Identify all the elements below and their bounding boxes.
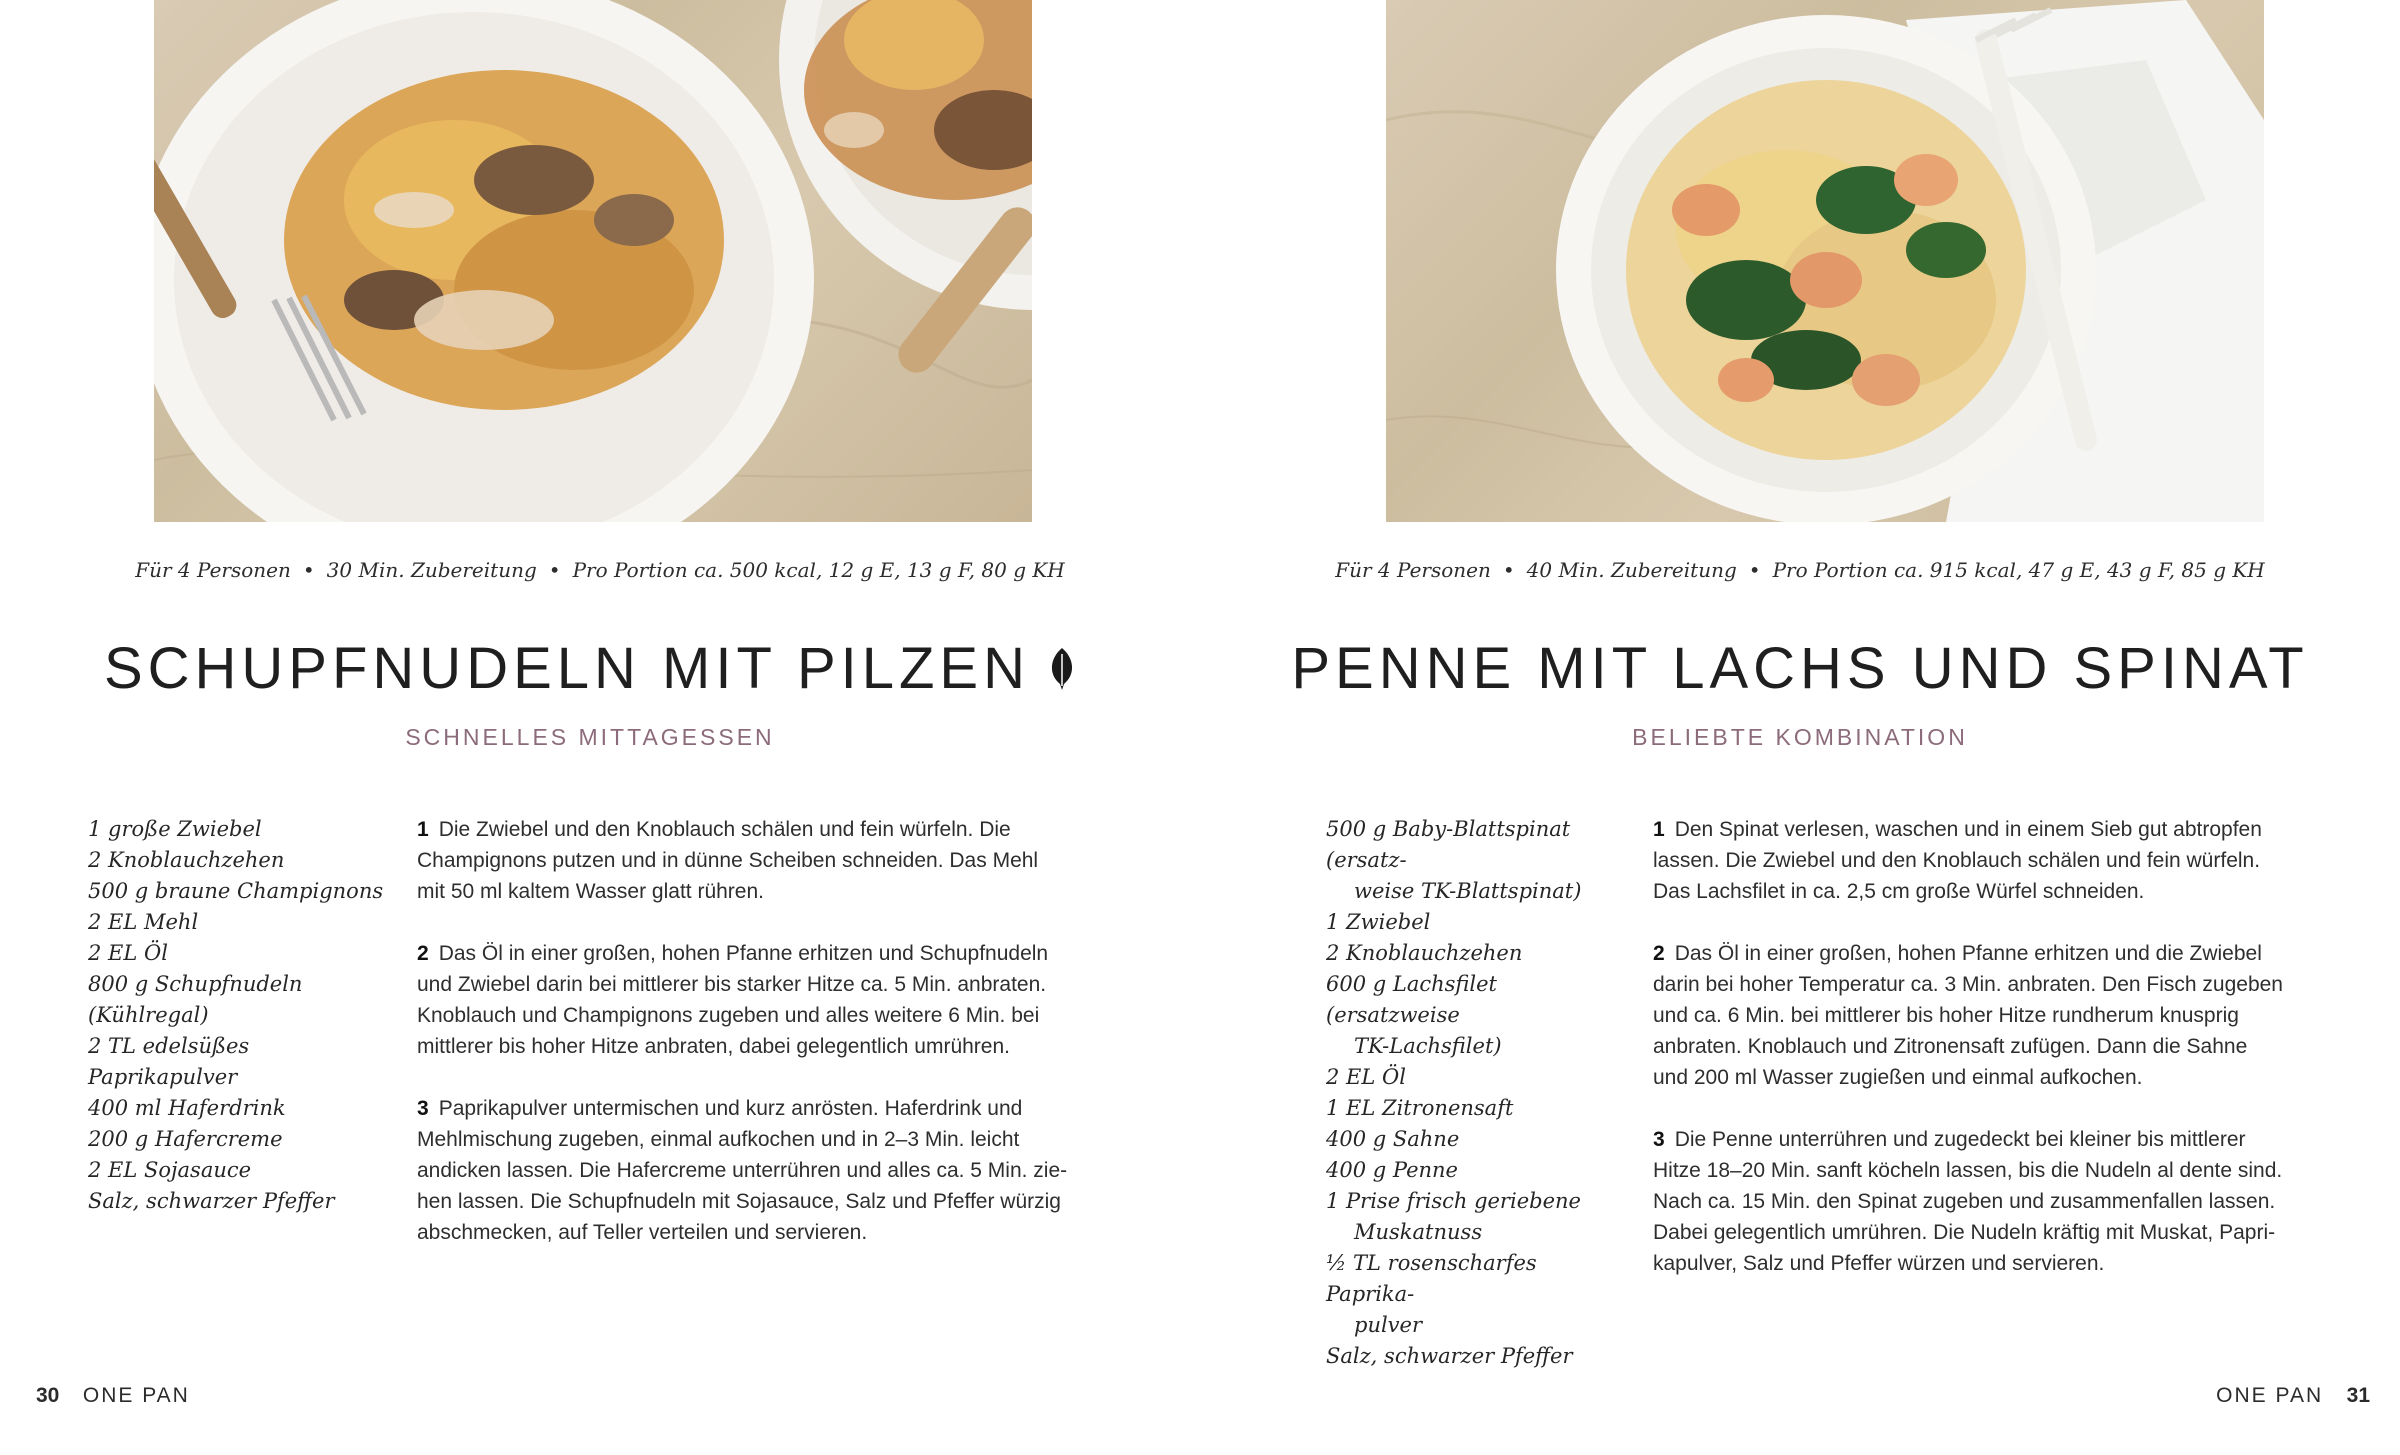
servings: Für 4 Personen	[1335, 558, 1491, 582]
step-text: anbraten. Knoblauch und Zitronensaft zufügen. Dann die Sahne	[1653, 1035, 2248, 1058]
right-page	[1200, 0, 2400, 1455]
step-text: hen lassen. Die Schupfnudeln mit Sojasauce, Salz und Pfeffer würzig	[417, 1190, 1061, 1213]
step-text: mit 50 ml kaltem Wasser glatt rühren.	[417, 880, 764, 903]
nutrition: Pro Portion ca. 500 kcal, 12 g E, 13 g F, 80 g KH	[572, 558, 1065, 582]
step-text: kapulver, Salz und Pfeffer würzen und servieren.	[1653, 1252, 2105, 1275]
step-text: Mehlmischung zugeben, einmal aufkochen und in 2–3 Min. leicht	[417, 1128, 1020, 1151]
step-text: abschmecken, auf Teller verteilen und servieren.	[417, 1221, 868, 1244]
step-number: 3	[1653, 1128, 1665, 1151]
step-2	[1653, 938, 2318, 1093]
servings: Für 4 Personen	[135, 558, 291, 582]
step-text: Knoblauch und Champignons zugeben und alles weitere 6 Min. bei	[417, 1004, 1040, 1027]
recipe-title	[0, 635, 1190, 706]
step-text: Paprikapulver untermischen und kurz anrösten. Haferdrink und	[438, 1097, 1023, 1120]
recipe-subtitle: SCHNELLES MITTAGESSEN	[405, 724, 775, 750]
step-2	[417, 938, 1107, 1062]
ingredient-item: 500 g Baby-Blattspinat (ersatz-	[1326, 817, 1571, 872]
ingredient-item: 400 g Penne	[1326, 1158, 1458, 1182]
step-text: Das Öl in einer großen, hohen Pfanne erhitzen und die Zwiebel	[1674, 942, 2262, 965]
recipe-meta	[0, 558, 1200, 582]
ingredient-item: 400 ml Haferdrink	[88, 1096, 286, 1120]
step-1	[1653, 814, 2318, 907]
ingredient-item: 200 g Hafercreme	[88, 1127, 283, 1151]
step-text: lassen. Die Zwiebel und den Knoblauch schälen und fein würfeln.	[1653, 849, 2261, 872]
instruction-steps	[1653, 814, 2318, 1310]
step-number: 2	[1653, 942, 1665, 965]
step-number: 1	[1653, 818, 1665, 841]
page-number: 31	[2346, 1384, 2370, 1407]
separator-dot: •	[548, 558, 561, 582]
step-text: Die Penne unterrühren und zugedeckt bei kleiner bis mittlerer	[1674, 1128, 2246, 1151]
step-text: und ca. 6 Min. bei mittlerer bis hoher Hitze rundherum knusprig	[1653, 1004, 2239, 1027]
ingredient-item: weise TK-Blattspinat)	[1354, 879, 1582, 903]
ingredient-item: Muskatnuss	[1354, 1220, 1483, 1244]
ingredient-list	[1326, 814, 1626, 1372]
step-text: Nach ca. 15 Min. den Spinat zugeben und zusammenfallen lassen.	[1653, 1190, 2276, 1213]
ingredient-item: 2 TL edelsüßes Paprikapulver	[88, 1034, 250, 1089]
ingredient-item: 2 EL Mehl	[88, 910, 199, 934]
recipe-meta	[1200, 558, 2400, 582]
book-title: ONE PAN	[82, 1384, 190, 1407]
step-text: Den Spinat verlesen, waschen und in einem Sieb gut abtropfen	[1674, 818, 2262, 841]
separator-dot: •	[302, 558, 315, 582]
page-number: 30	[36, 1384, 60, 1407]
step-text: andicken lassen. Die Hafercreme unterrühren und alles ca. 5 Min. zie-	[417, 1159, 1068, 1182]
leaf-icon	[1048, 639, 1076, 706]
page-footer	[36, 1384, 190, 1408]
dish-illustration	[1386, 0, 2264, 522]
ingredient-item: 800 g Schupfnudeln (Kühlregal)	[88, 972, 303, 1027]
ingredient-item: 1 EL Zitronensaft	[1326, 1096, 1514, 1120]
recipe-photo-penne	[1386, 0, 2264, 522]
ingredient-item: Salz, schwarzer Pfeffer	[1326, 1344, 1573, 1368]
ingredient-item: 2 EL Öl	[88, 941, 168, 965]
ingredient-item: 2 Knoblauchzehen	[88, 848, 285, 872]
ingredient-item: 500 g braune Champignons	[88, 879, 384, 903]
step-text: mittlerer bis hoher Hitze anbraten, dabei gelegentlich umrühren.	[417, 1035, 1010, 1058]
step-3	[417, 1093, 1107, 1248]
prep-time: 40 Min. Zubereitung	[1526, 558, 1737, 582]
recipe-title: PENNE MIT LACHS UND SPINAT	[1291, 636, 2309, 701]
ingredient-list	[88, 814, 398, 1217]
dish-illustration	[154, 0, 1032, 522]
step-text: Dabei gelegentlich umrühren. Die Nudeln kräftig mit Muskat, Papri-	[1653, 1221, 2276, 1244]
recipe-subtitle: BELIEBTE KOMBINATION	[1632, 724, 1968, 750]
nutrition: Pro Portion ca. 915 kcal, 47 g E, 43 g F, 85 g KH	[1772, 558, 2265, 582]
step-text: Die Zwiebel und den Knoblauch schälen und fein würfeln. Die	[438, 818, 1011, 841]
ingredient-item: TK-Lachsfilet)	[1354, 1034, 1502, 1058]
recipe-title-text: SCHUPFNUDELN MIT PILZEN	[103, 636, 1031, 701]
ingredient-item: Salz, schwarzer Pfeffer	[88, 1189, 335, 1213]
ingredient-item: 1 Zwiebel	[1326, 910, 1431, 934]
step-1	[417, 814, 1107, 907]
step-text: und 200 ml Wasser zugießen und einmal aufkochen.	[1653, 1066, 2143, 1089]
step-3	[1653, 1124, 2318, 1279]
ingredient-item: 2 Knoblauchzehen	[1326, 941, 1523, 965]
ingredient-item: pulver	[1354, 1313, 1423, 1337]
separator-dot: •	[1502, 558, 1515, 582]
step-text: Champignons putzen und in dünne Scheiben schneiden. Das Mehl	[417, 849, 1039, 872]
step-text: und Zwiebel darin bei mittlerer bis starker Hitze ca. 5 Min. anbraten.	[417, 973, 1047, 996]
prep-time: 30 Min. Zubereitung	[326, 558, 537, 582]
ingredient-item: ½ TL rosenscharfes Paprika-	[1326, 1251, 1537, 1306]
page-footer	[2216, 1384, 2370, 1408]
step-text: Das Öl in einer großen, hohen Pfanne erhitzen und Schupfnudeln	[438, 942, 1049, 965]
step-number: 2	[417, 942, 429, 965]
step-text: darin bei hoher Temperatur ca. 3 Min. anbraten. Den Fisch zugeben	[1653, 973, 2283, 996]
ingredient-item: 1 große Zwiebel	[88, 817, 262, 841]
ingredient-item: 2 EL Öl	[1326, 1065, 1406, 1089]
instruction-steps	[417, 814, 1107, 1279]
ingredient-item: 1 Prise frisch geriebene	[1326, 1189, 1581, 1213]
step-text: Das Lachsfilet in ca. 2,5 cm große Würfel schneiden.	[1653, 880, 2145, 903]
step-number: 1	[417, 818, 429, 841]
step-number: 3	[417, 1097, 429, 1120]
separator-dot: •	[1748, 558, 1761, 582]
step-text: Hitze 18–20 Min. sanft köcheln lassen, bis die Nudeln al dente sind.	[1653, 1159, 2283, 1182]
book-title: ONE PAN	[2216, 1384, 2324, 1407]
recipe-photo-schupfnudeln	[154, 0, 1032, 522]
ingredient-item: 400 g Sahne	[1326, 1127, 1460, 1151]
ingredient-item: 2 EL Sojasauce	[88, 1158, 252, 1182]
ingredient-item: 600 g Lachsfilet (ersatzweise	[1326, 972, 1497, 1027]
